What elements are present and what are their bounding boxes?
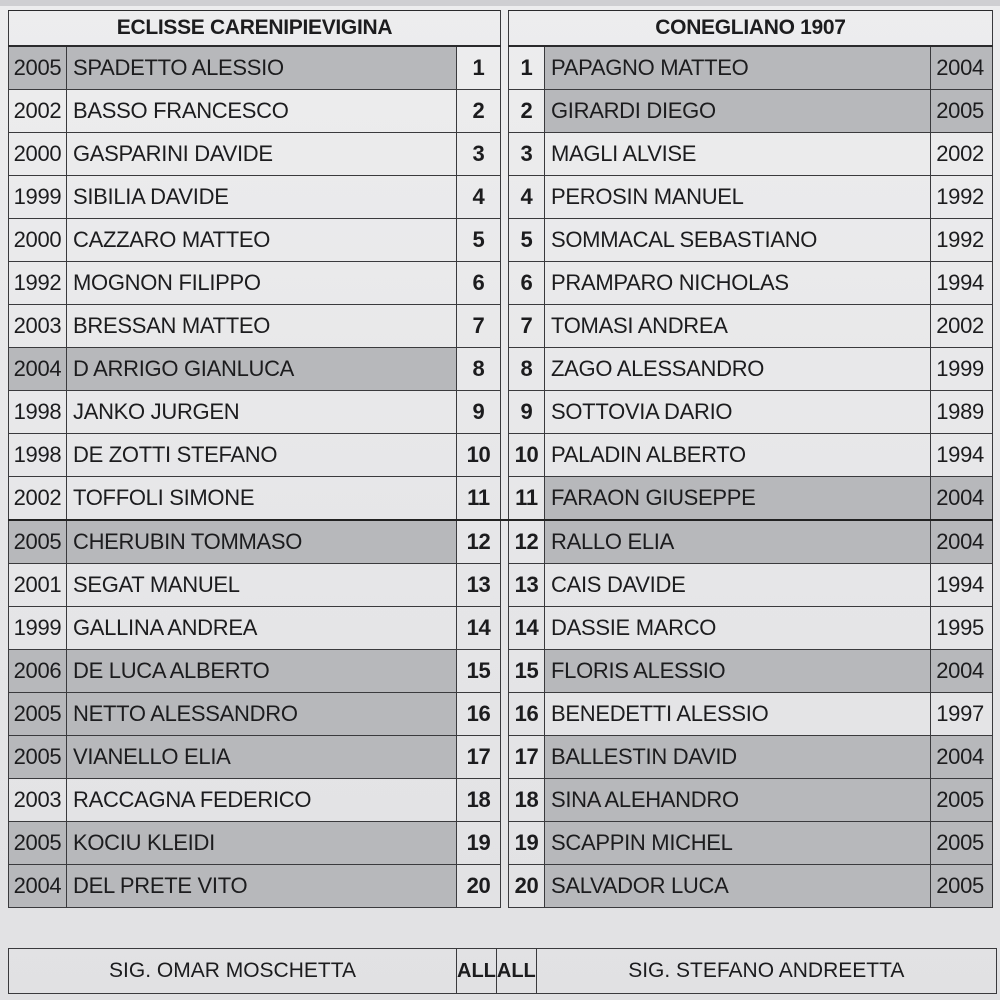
home-shirt-number: 1 bbox=[457, 46, 501, 90]
away-player-name: SALVADOR LUCA bbox=[545, 865, 931, 908]
column-gap bbox=[501, 693, 509, 736]
column-gap bbox=[501, 133, 509, 176]
away-coach-name: SIG. STEFANO ANDREETTA bbox=[536, 949, 996, 994]
home-player-year: 2003 bbox=[9, 305, 67, 348]
home-shirt-number: 16 bbox=[457, 693, 501, 736]
away-shirt-number: 12 bbox=[509, 520, 545, 564]
home-shirt-number: 9 bbox=[457, 391, 501, 434]
away-shirt-number: 5 bbox=[509, 219, 545, 262]
away-shirt-number: 4 bbox=[509, 176, 545, 219]
home-coach-role: ALL bbox=[457, 949, 497, 994]
away-shirt-number: 11 bbox=[509, 477, 545, 521]
column-gap bbox=[501, 219, 509, 262]
home-player-name: GASPARINI DAVIDE bbox=[67, 133, 457, 176]
home-player-name: MOGNON FILIPPO bbox=[67, 262, 457, 305]
home-shirt-number: 14 bbox=[457, 607, 501, 650]
home-player-name: BASSO FRANCESCO bbox=[67, 90, 457, 133]
away-player-year: 2004 bbox=[931, 650, 993, 693]
home-player-year: 2005 bbox=[9, 822, 67, 865]
column-gap bbox=[501, 607, 509, 650]
away-shirt-number: 7 bbox=[509, 305, 545, 348]
home-player-name: CHERUBIN TOMMASO bbox=[67, 520, 457, 564]
away-shirt-number: 19 bbox=[509, 822, 545, 865]
away-shirt-number: 8 bbox=[509, 348, 545, 391]
away-player-year: 2002 bbox=[931, 133, 993, 176]
away-shirt-number: 15 bbox=[509, 650, 545, 693]
home-player-year: 2002 bbox=[9, 477, 67, 521]
home-player-year: 2003 bbox=[9, 779, 67, 822]
home-player-year: 2002 bbox=[9, 90, 67, 133]
player-row bbox=[9, 391, 993, 434]
column-gap bbox=[501, 176, 509, 219]
away-player-name: FLORIS ALESSIO bbox=[545, 650, 931, 693]
home-player-name: GALLINA ANDREA bbox=[67, 607, 457, 650]
home-shirt-number: 2 bbox=[457, 90, 501, 133]
away-shirt-number: 16 bbox=[509, 693, 545, 736]
away-player-year: 2004 bbox=[931, 477, 993, 521]
home-player-name: CAZZARO MATTEO bbox=[67, 219, 457, 262]
home-player-year: 1992 bbox=[9, 262, 67, 305]
away-shirt-number: 2 bbox=[509, 90, 545, 133]
home-shirt-number: 4 bbox=[457, 176, 501, 219]
home-player-year: 1999 bbox=[9, 176, 67, 219]
home-player-name: BRESSAN MATTEO bbox=[67, 305, 457, 348]
player-row bbox=[9, 90, 993, 133]
home-player-name: DE LUCA ALBERTO bbox=[67, 650, 457, 693]
column-gap bbox=[501, 305, 509, 348]
home-shirt-number: 18 bbox=[457, 779, 501, 822]
away-player-year: 1994 bbox=[931, 262, 993, 305]
away-player-name: MAGLI ALVISE bbox=[545, 133, 931, 176]
home-team-name: ECLISSE CARENIPIEVIGINA bbox=[9, 11, 501, 47]
column-gap bbox=[501, 262, 509, 305]
team-header-row bbox=[9, 11, 993, 47]
away-player-year: 2005 bbox=[931, 822, 993, 865]
home-player-name: DE ZOTTI STEFANO bbox=[67, 434, 457, 477]
away-player-name: BALLESTIN DAVID bbox=[545, 736, 931, 779]
player-row bbox=[9, 650, 993, 693]
column-gap bbox=[501, 736, 509, 779]
away-coach-role: ALL bbox=[496, 949, 536, 994]
player-row bbox=[9, 822, 993, 865]
away-player-name: FARAON GIUSEPPE bbox=[545, 477, 931, 521]
home-player-year: 1998 bbox=[9, 434, 67, 477]
away-player-year: 2004 bbox=[931, 736, 993, 779]
home-player-year: 2006 bbox=[9, 650, 67, 693]
home-shirt-number: 12 bbox=[457, 520, 501, 564]
column-gap bbox=[501, 90, 509, 133]
away-team-name: CONEGLIANO 1907 bbox=[509, 11, 993, 47]
column-gap bbox=[501, 434, 509, 477]
away-shirt-number: 6 bbox=[509, 262, 545, 305]
away-shirt-number: 9 bbox=[509, 391, 545, 434]
away-player-name: PEROSIN MANUEL bbox=[545, 176, 931, 219]
coaches-row bbox=[9, 949, 997, 994]
home-player-name: DEL PRETE VITO bbox=[67, 865, 457, 908]
away-player-year: 1989 bbox=[931, 391, 993, 434]
home-shirt-number: 17 bbox=[457, 736, 501, 779]
home-player-name: NETTO ALESSANDRO bbox=[67, 693, 457, 736]
player-row bbox=[9, 865, 993, 908]
home-player-name: SEGAT MANUEL bbox=[67, 564, 457, 607]
away-player-year: 2005 bbox=[931, 865, 993, 908]
away-player-year: 1994 bbox=[931, 564, 993, 607]
home-player-name: RACCAGNA FEDERICO bbox=[67, 779, 457, 822]
home-shirt-number: 10 bbox=[457, 434, 501, 477]
player-row bbox=[9, 133, 993, 176]
away-shirt-number: 13 bbox=[509, 564, 545, 607]
player-row bbox=[9, 434, 993, 477]
home-coach-name: SIG. OMAR MOSCHETTA bbox=[9, 949, 457, 994]
player-row bbox=[9, 779, 993, 822]
away-player-name: PAPAGNO MATTEO bbox=[545, 46, 931, 90]
away-player-year: 2002 bbox=[931, 305, 993, 348]
home-shirt-number: 7 bbox=[457, 305, 501, 348]
home-shirt-number: 15 bbox=[457, 650, 501, 693]
away-shirt-number: 3 bbox=[509, 133, 545, 176]
home-player-year: 1999 bbox=[9, 607, 67, 650]
column-gap bbox=[501, 46, 509, 90]
away-player-name: SOMMACAL SEBASTIANO bbox=[545, 219, 931, 262]
home-player-year: 2005 bbox=[9, 736, 67, 779]
away-player-year: 2004 bbox=[931, 520, 993, 564]
home-player-year: 2004 bbox=[9, 348, 67, 391]
column-gap bbox=[501, 822, 509, 865]
home-player-name: D ARRIGO GIANLUCA bbox=[67, 348, 457, 391]
away-shirt-number: 18 bbox=[509, 779, 545, 822]
column-gap bbox=[501, 650, 509, 693]
player-row bbox=[9, 693, 993, 736]
home-player-year: 2004 bbox=[9, 865, 67, 908]
home-shirt-number: 19 bbox=[457, 822, 501, 865]
away-player-name: SOTTOVIA DARIO bbox=[545, 391, 931, 434]
away-player-name: CAIS DAVIDE bbox=[545, 564, 931, 607]
away-player-year: 2004 bbox=[931, 46, 993, 90]
home-shirt-number: 8 bbox=[457, 348, 501, 391]
home-player-year: 2001 bbox=[9, 564, 67, 607]
player-row bbox=[9, 262, 993, 305]
home-player-year: 2005 bbox=[9, 693, 67, 736]
column-gap bbox=[501, 391, 509, 434]
column-gap bbox=[501, 779, 509, 822]
away-shirt-number: 20 bbox=[509, 865, 545, 908]
away-player-name: PALADIN ALBERTO bbox=[545, 434, 931, 477]
home-player-name: SIBILIA DAVIDE bbox=[67, 176, 457, 219]
away-player-name: DASSIE MARCO bbox=[545, 607, 931, 650]
home-player-year: 2000 bbox=[9, 219, 67, 262]
away-shirt-number: 1 bbox=[509, 46, 545, 90]
home-player-year: 2005 bbox=[9, 46, 67, 90]
home-player-name: TOFFOLI SIMONE bbox=[67, 477, 457, 521]
home-shirt-number: 13 bbox=[457, 564, 501, 607]
home-player-name: KOCIU KLEIDI bbox=[67, 822, 457, 865]
home-player-name: SPADETTO ALESSIO bbox=[67, 46, 457, 90]
home-shirt-number: 20 bbox=[457, 865, 501, 908]
player-row bbox=[9, 736, 993, 779]
player-row bbox=[9, 219, 993, 262]
away-player-year: 2005 bbox=[931, 90, 993, 133]
home-player-year: 2000 bbox=[9, 133, 67, 176]
away-shirt-number: 10 bbox=[509, 434, 545, 477]
away-player-year: 1992 bbox=[931, 176, 993, 219]
away-player-name: GIRARDI DIEGO bbox=[545, 90, 931, 133]
away-player-year: 1992 bbox=[931, 219, 993, 262]
away-player-year: 1997 bbox=[931, 693, 993, 736]
away-player-year: 1999 bbox=[931, 348, 993, 391]
sheet-top-edge bbox=[0, 0, 1000, 6]
column-gap bbox=[501, 477, 509, 521]
away-shirt-number: 17 bbox=[509, 736, 545, 779]
player-row bbox=[9, 564, 993, 607]
away-player-name: SCAPPIN MICHEL bbox=[545, 822, 931, 865]
column-gap bbox=[501, 348, 509, 391]
away-shirt-number: 14 bbox=[509, 607, 545, 650]
player-row bbox=[9, 348, 993, 391]
column-gap bbox=[501, 520, 509, 564]
player-row bbox=[9, 477, 993, 521]
home-shirt-number: 11 bbox=[457, 477, 501, 521]
player-row bbox=[9, 176, 993, 219]
away-player-year: 2005 bbox=[931, 779, 993, 822]
home-player-name: JANKO JURGEN bbox=[67, 391, 457, 434]
away-player-name: ZAGO ALESSANDRO bbox=[545, 348, 931, 391]
home-player-name: VIANELLO ELIA bbox=[67, 736, 457, 779]
away-player-name: BENEDETTI ALESSIO bbox=[545, 693, 931, 736]
player-row bbox=[9, 46, 993, 90]
home-shirt-number: 6 bbox=[457, 262, 501, 305]
home-shirt-number: 5 bbox=[457, 219, 501, 262]
home-player-year: 2005 bbox=[9, 520, 67, 564]
lineup-table bbox=[8, 10, 993, 908]
home-player-year: 1998 bbox=[9, 391, 67, 434]
home-shirt-number: 3 bbox=[457, 133, 501, 176]
column-gap bbox=[501, 865, 509, 908]
away-player-year: 1995 bbox=[931, 607, 993, 650]
coaches-table bbox=[8, 948, 997, 994]
away-player-name: SINA ALEHANDRO bbox=[545, 779, 931, 822]
player-row bbox=[9, 607, 993, 650]
away-player-name: PRAMPARO NICHOLAS bbox=[545, 262, 931, 305]
column-gap bbox=[501, 11, 509, 47]
away-player-name: TOMASI ANDREA bbox=[545, 305, 931, 348]
column-gap bbox=[501, 564, 509, 607]
away-player-year: 1994 bbox=[931, 434, 993, 477]
away-player-name: RALLO ELIA bbox=[545, 520, 931, 564]
player-row bbox=[9, 520, 993, 564]
player-row bbox=[9, 305, 993, 348]
